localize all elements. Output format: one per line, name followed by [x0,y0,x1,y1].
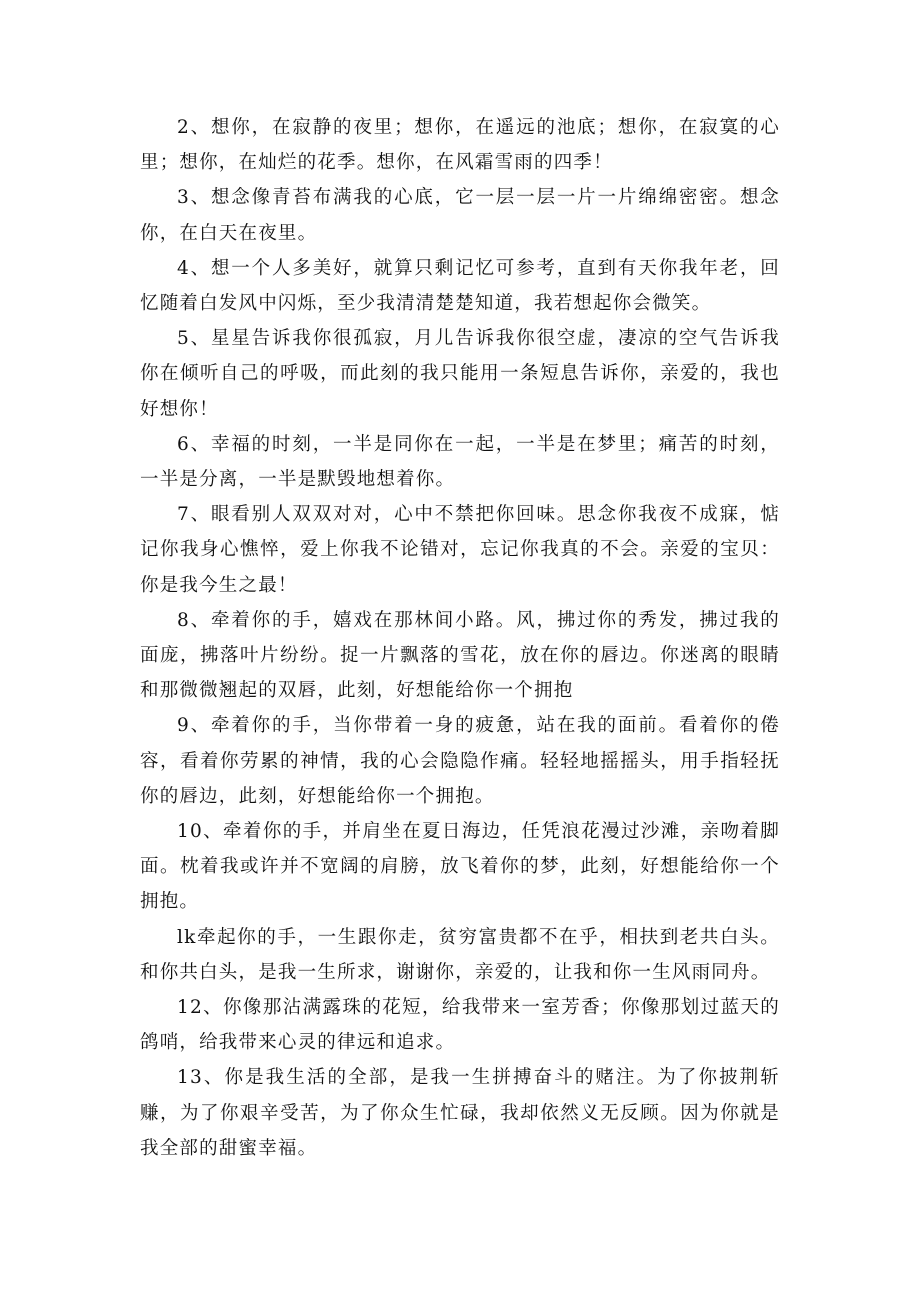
paragraph-12: 12、你像那沾满露珠的花短，给我带来一室芳香；你像那划过蓝天的鸽哨，给我带来心灵的律远和追求。 [140,997,780,1054]
paragraph-3: 3、想念像青苔布满我的心底，它一层一层一片一片绵绵密密。想念你，在白天在夜里。 [140,187,780,244]
paragraph-7: 7、眼看别人双双对对，心中不禁把你回味。思念你我夜不成寐，惦记你我身心憔悴，爱上你我不论错对，忘记你我真的不会。亲爱的宝贝：你是我今生之最！ [140,504,780,596]
paragraph-5: 5、星星告诉我你很孤寂，月儿告诉我你很空虚，凄凉的空气告诉我你在倾听自己的呼吸，而此刻的我只能用一条短息告诉你，亲爱的，我也好想你！ [140,328,780,420]
paragraph-13: 13、你是我生活的全部，是我一生拼搏奋斗的赌注。为了你披荆斩赚，为了你艰辛受苦，为了你众生忙碌，我却依然义无反顾。因为你就是我全部的甜蜜幸福。 [140,1067,780,1159]
paragraph-2: 2、想你，在寂静的夜里；想你，在遥远的池底；想你，在寂寞的心里；想你，在灿烂的花季。想你，在风霜雪雨的四季！ [140,117,780,174]
paragraph-8: 8、牵着你的手，嬉戏在那林间小路。风，拂过你的秀发，拂过我的面庞，拂落叶片纷纷。捉一片飘落的雪花，放在你的唇边。你迷离的眼睛和那微微翘起的双唇，此刻，好想能给你一个拥抱 [140,609,780,702]
document-body [140,110,780,1166]
paragraph-9: 9、牵着你的手，当你带着一身的疲惫，站在我的面前。看着你的倦容，看着你劳累的神情，我的心会隐隐作痛。轻轻地摇摇头，用手指轻抚你的唇边，此刻，好想能给你一个拥抱。 [140,715,780,807]
paragraph-11: lk牵起你的手，一生跟你走，贫穷富贵都不在乎，相扶到老共白头。和你共白头，是我一生所求，谢谢你，亲爱的，让我和你一生风雨同舟。 [140,926,780,983]
paragraph-4: 4、想一个人多美好，就算只剩记忆可参考，直到有天你我年老，回忆随着白发风中闪烁，至少我清清楚楚知道，我若想起你会微笑。 [140,257,780,315]
paragraph-10: 10、牵着你的手，并肩坐在夏日海边，任凭浪花漫过沙滩，亲吻着脚面。枕着我或许并不宽阔的肩膀，放飞着你的梦，此刻，好想能给你一个拥抱。 [140,821,780,913]
paragraph-6: 6、幸福的时刻，一半是同你在一起，一半是在梦里；痛苦的时刻，一半是分离，一半是默毁地想着你。 [140,433,780,491]
